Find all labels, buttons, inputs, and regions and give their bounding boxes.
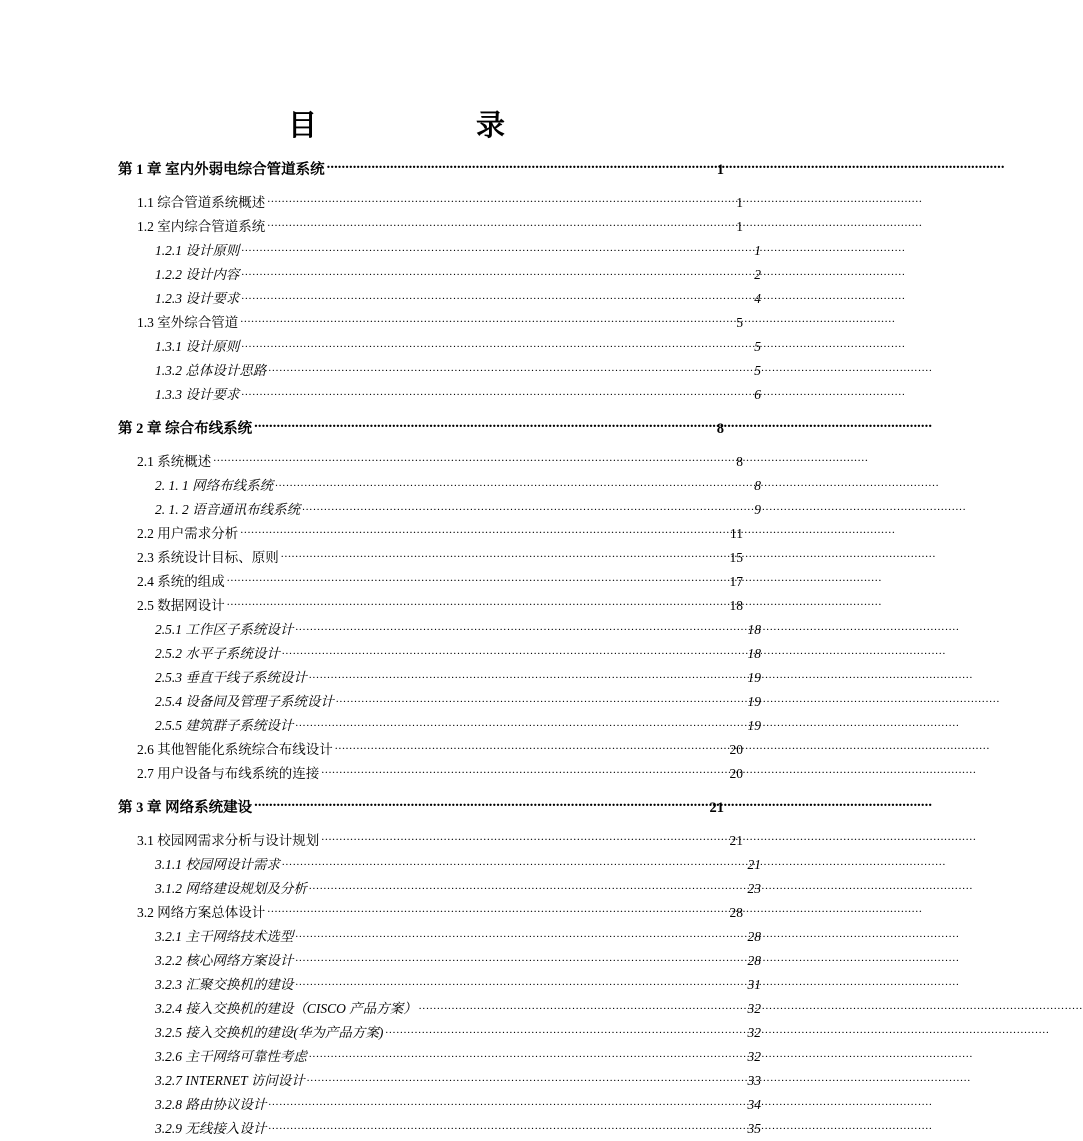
toc-entry-label: 1.3.1 设计原则 (155, 339, 240, 354)
toc-entry-label: 3.2.6 主干网络可靠性考虑 (155, 1049, 307, 1064)
toc-entry-level-2[interactable] (137, 762, 743, 786)
toc-entry-level-3[interactable] (155, 997, 761, 1021)
toc-entry-level-2[interactable] (137, 829, 743, 853)
toc-entry-page-number: 28 (729, 905, 743, 920)
toc-leader-dots (327, 160, 707, 175)
toc-entry-label: 3.2.4 接入交换机的建设（CISCO 产品方案） (155, 1001, 417, 1016)
toc-leader-dots (254, 419, 707, 434)
toc-entry-level-3[interactable] (155, 1117, 761, 1141)
toc-entry-page-number: 28 (747, 929, 761, 944)
toc-entry-label: 2.5.4 设备间及管理子系统设计 (155, 694, 334, 709)
toc-entry-level-3[interactable] (155, 949, 761, 973)
toc-entry-level-1[interactable] (118, 417, 724, 443)
toc-entry-label: 1.2.1 设计原则 (155, 243, 240, 258)
toc-leader-dots (241, 338, 744, 352)
toc-leader-dots (268, 1096, 744, 1110)
toc-leader-dots (213, 453, 726, 467)
toc-entry-level-3[interactable] (155, 1069, 761, 1093)
toc-entry-page-number: 20 (729, 742, 743, 757)
toc-entry-label: 3.2.2 核心网络方案设计 (155, 953, 294, 968)
toc-entry-label: 2.6 其他智能化系统综合布线设计 (137, 742, 333, 757)
toc-leader-dots (302, 501, 744, 515)
toc-entry-page-number: 9 (754, 502, 761, 517)
toc-entry-page-number: 11 (730, 526, 743, 541)
toc-entry-level-2[interactable] (137, 570, 743, 594)
toc-entry-label: 2.3 系统设计目标、原则 (137, 550, 279, 565)
toc-entry-label: 3.1.1 校园网设计需求 (155, 857, 280, 872)
toc-entry-page-number: 1 (754, 243, 761, 258)
toc-entry-label: 第 3 章 网络系统建设 (118, 800, 253, 816)
toc-entry-label: 2.7 用户设备与布线系统的连接 (137, 766, 320, 781)
toc-entry-label: 3.2.9 无线接入设计 (155, 1121, 267, 1136)
toc-entry-level-1[interactable] (118, 158, 724, 184)
toc-entry-level-3[interactable] (155, 335, 761, 359)
toc-entry-page-number: 18 (747, 646, 761, 661)
toc-leader-dots (241, 290, 744, 304)
toc-entry-label: 3.2.3 汇聚交换机的建设 (155, 977, 294, 992)
toc-leader-dots (295, 621, 744, 635)
toc-leader-dots (268, 362, 744, 376)
page-title: 目 录 (287, 110, 531, 142)
toc-entry-level-2[interactable] (137, 901, 743, 925)
toc-entry-label: 1.3.3 设计要求 (155, 387, 240, 402)
toc-entry-level-3[interactable] (155, 1021, 761, 1045)
toc-leader-dots (385, 1024, 744, 1038)
toc-entry-level-3[interactable] (155, 666, 761, 690)
toc-entry-level-2[interactable] (137, 311, 743, 335)
table-of-contents (96, 158, 761, 1141)
toc-entry-page-number: 32 (747, 1049, 761, 1064)
toc-entry-level-3[interactable] (155, 1093, 761, 1117)
toc-entry-page-number: 19 (747, 670, 761, 685)
toc-entry-level-2[interactable] (137, 594, 743, 618)
toc-entry-label: 3.2.5 接入交换机的建设(华为产品方案) (155, 1025, 384, 1040)
toc-entry-level-2[interactable] (137, 738, 743, 762)
toc-entry-page-number: 31 (747, 977, 761, 992)
toc-leader-dots (281, 549, 726, 563)
toc-entry-page-number: 21 (729, 833, 743, 848)
toc-leader-dots (282, 645, 744, 659)
toc-leader-dots (309, 1048, 744, 1062)
toc-entry-level-3[interactable] (155, 1045, 761, 1069)
toc-entry-label: 1.3.2 总体设计思路 (155, 363, 267, 378)
toc-entry-level-3[interactable] (155, 925, 761, 949)
toc-entry-label: 2. 1. 1 网络布线系统 (155, 478, 274, 493)
toc-entry-level-2[interactable] (137, 215, 743, 239)
toc-leader-dots (240, 525, 726, 539)
toc-leader-dots (267, 904, 726, 918)
toc-entry-level-3[interactable] (155, 359, 761, 383)
toc-entry-page-number: 5 (754, 339, 761, 354)
toc-leader-dots (241, 386, 744, 400)
toc-entry-label: 2.5.5 建筑群子系统设计 (155, 718, 294, 733)
toc-leader-dots (241, 266, 744, 280)
toc-entry-label: 2. 1. 2 语音通讯布线系统 (155, 502, 301, 517)
toc-leader-dots (309, 669, 744, 683)
toc-entry-level-2[interactable] (137, 191, 743, 215)
toc-entry-label: 第 2 章 综合布线系统 (118, 421, 253, 437)
toc-entry-page-number: 19 (747, 718, 761, 733)
toc-leader-dots (227, 597, 726, 611)
toc-entry-label: 1.3 室外综合管道 (137, 315, 239, 330)
toc-entry-page-number: 35 (747, 1121, 761, 1136)
toc-entry-page-number: 18 (747, 622, 761, 637)
toc-entry-page-number: 5 (736, 315, 743, 330)
toc-entry-page-number: 21 (747, 857, 761, 872)
toc-entry-label: 2.5.2 水平子系统设计 (155, 646, 280, 661)
toc-leader-dots (240, 314, 726, 328)
toc-entry-label: 1.1 综合管道系统概述 (137, 195, 266, 210)
toc-leader-dots (419, 1000, 744, 1014)
toc-entry-level-3[interactable] (155, 877, 761, 901)
toc-entry-page-number: 17 (729, 574, 743, 589)
toc-entry-page-number: 23 (747, 881, 761, 896)
toc-entry-label: 3.1 校园网需求分析与设计规划 (137, 833, 320, 848)
toc-leader-dots (267, 218, 726, 232)
toc-entry-level-2[interactable] (137, 450, 743, 474)
toc-entry-page-number: 4 (754, 291, 761, 306)
toc-entry-page-number: 1 (736, 219, 743, 234)
toc-entry-page-number: 2 (754, 267, 761, 282)
toc-entry-level-3[interactable] (155, 474, 761, 498)
toc-entry-label: 1.2 室内综合管道系统 (137, 219, 266, 234)
toc-leader-dots (275, 477, 744, 491)
toc-entry-label: 2.2 用户需求分析 (137, 526, 239, 541)
toc-entry-level-3[interactable] (155, 239, 761, 263)
toc-entry-level-1[interactable] (118, 796, 724, 822)
toc-entry-level-3[interactable] (155, 618, 761, 642)
toc-entry-label: 2.5.1 工作区子系统设计 (155, 622, 294, 637)
toc-entry-label: 3.1.2 网络建设规划及分析 (155, 881, 307, 896)
toc-leader-dots (295, 976, 744, 990)
toc-entry-level-3[interactable] (155, 263, 761, 287)
toc-entry-level-3[interactable] (155, 714, 761, 738)
toc-entry-level-3[interactable] (155, 853, 761, 877)
toc-leader-dots (295, 717, 744, 731)
toc-entry-page-number: 8 (716, 421, 724, 437)
toc-entry-level-3[interactable] (155, 498, 761, 522)
toc-entry-page-number: 32 (747, 1001, 761, 1016)
toc-entry-page-number: 28 (747, 953, 761, 968)
toc-leader-dots (321, 832, 726, 846)
toc-entry-level-2[interactable] (137, 522, 743, 546)
toc-entry-page-number: 19 (747, 694, 761, 709)
toc-entry-page-number: 1 (736, 195, 743, 210)
toc-entry-level-3[interactable] (155, 642, 761, 666)
toc-entry-label: 3.2.1 主干网络技术选型 (155, 929, 294, 944)
toc-entry-page-number: 33 (747, 1073, 761, 1088)
toc-entry-label: 3.2 网络方案总体设计 (137, 905, 266, 920)
toc-entry-level-3[interactable] (155, 690, 761, 714)
toc-entry-page-number: 15 (729, 550, 743, 565)
toc-entry-level-3[interactable] (155, 287, 761, 311)
toc-entry-label: 2.5.3 垂直干线子系统设计 (155, 670, 307, 685)
toc-leader-dots (268, 1120, 744, 1134)
toc-leader-dots (335, 741, 726, 755)
toc-leader-dots (321, 765, 726, 779)
toc-entry-label: 1.2.2 设计内容 (155, 267, 240, 282)
toc-entry-page-number: 21 (709, 800, 724, 816)
toc-entry-label: 2.4 系统的组成 (137, 574, 225, 589)
toc-entry-page-number: 5 (754, 363, 761, 378)
toc-entry-label: 3.2.8 路由协议设计 (155, 1097, 267, 1112)
toc-leader-dots (309, 880, 744, 894)
toc-leader-dots (336, 693, 744, 707)
toc-leader-dots (254, 798, 707, 813)
toc-leader-dots (227, 573, 726, 587)
toc-entry-page-number: 34 (747, 1097, 761, 1112)
toc-entry-page-number: 8 (754, 478, 761, 493)
toc-leader-dots (267, 194, 726, 208)
toc-entry-label: 1.2.3 设计要求 (155, 291, 240, 306)
toc-entry-label: 2.1 系统概述 (137, 454, 212, 469)
toc-entry-page-number: 18 (729, 598, 743, 613)
toc-entry-level-3[interactable] (155, 383, 761, 407)
toc-entry-page-number: 8 (736, 454, 743, 469)
toc-entry-page-number: 32 (747, 1025, 761, 1040)
toc-leader-dots (282, 856, 744, 870)
toc-leader-dots (241, 242, 744, 256)
toc-entry-page-number: 20 (729, 766, 743, 781)
toc-leader-dots (307, 1072, 744, 1086)
toc-entry-label: 3.2.7 INTERNET 访问设计 (155, 1073, 305, 1088)
toc-entry-page-number: 1 (716, 162, 724, 178)
toc-entry-label: 2.5 数据网设计 (137, 598, 225, 613)
toc-entry-level-2[interactable] (137, 546, 743, 570)
toc-leader-dots (295, 952, 744, 966)
toc-leader-dots (295, 928, 744, 942)
toc-entry-level-3[interactable] (155, 973, 761, 997)
toc-entry-page-number: 6 (754, 387, 761, 402)
toc-entry-label: 第 1 章 室内外弱电综合管道系统 (118, 162, 325, 178)
